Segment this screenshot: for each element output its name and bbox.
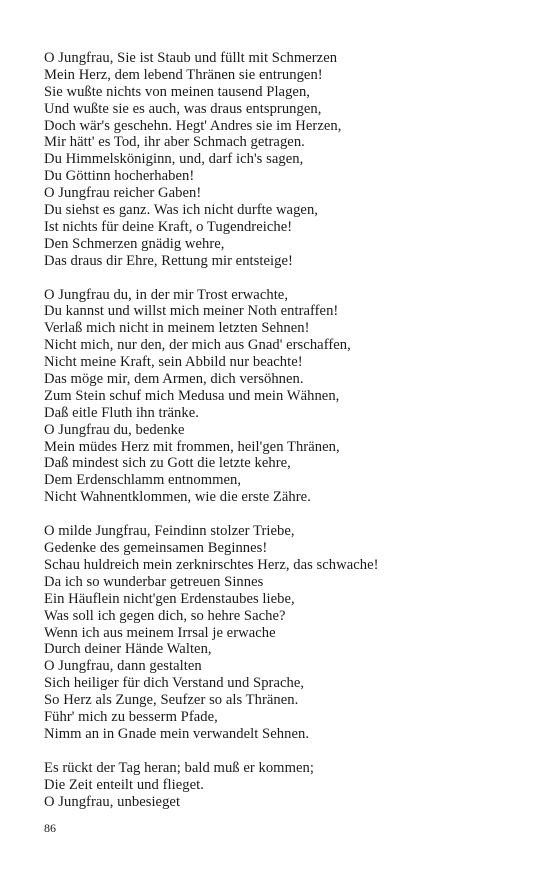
verse-line: Nimm an in Gnade mein verwandelt Sehnen.	[44, 725, 310, 742]
verse-line: Nicht Wahnentklommen, wie die erste Zähre.	[44, 489, 311, 506]
verse-line: Mein müdes Herz mit frommen, heil'gen Thränen,	[44, 438, 340, 455]
verse-line: Wenn ich aus meinem Irrsal je erwache	[44, 624, 276, 641]
verse-line: Ist nichts für deine Kraft, o Tugendreiche!	[44, 218, 293, 235]
verse-line: Schau huldreich mein zerknirschtes Herz, das schwache!	[44, 556, 379, 573]
verse-line: Das draus dir Ehre, Rettung mir entsteige!	[44, 252, 293, 269]
verse-line: Es rückt der Tag heran; bald muß er kommen;	[44, 759, 314, 776]
verse-line: Verlaß mich nicht in meinem letzten Sehnen!	[44, 320, 310, 337]
verse-line: O Jungfrau, Sie ist Staub und füllt mit Schmerzen	[44, 50, 338, 66]
stanza	[44, 50, 524, 270]
verse-line: Sich heiliger für dich Verstand und Sprache,	[44, 675, 305, 692]
poem-page	[44, 50, 524, 827]
page-number: 86	[44, 821, 56, 835]
verse-line: Nicht mich, nur den, der mich aus Gnad' erschaffen,	[44, 337, 351, 354]
verse-line: Was soll ich gegen dich, so hehre Sache?	[44, 607, 286, 624]
verse-line: Dem Erdenschlamm entnommen,	[44, 472, 242, 489]
stanza	[44, 523, 524, 743]
verse-line: Daß eitle Fluth ihn tränke.	[44, 404, 199, 421]
verse-line: Ein Häuflein nicht'gen Erdenstaubes liebe,	[44, 590, 295, 607]
stanza	[44, 287, 524, 507]
verse-line: So Herz als Zunge, Seufzer so als Thränen.	[44, 692, 299, 709]
verse-line: Daß mindest sich zu Gott die letzte kehre,	[44, 455, 291, 472]
verse-line: Du Göttinn hocherhaben!	[44, 168, 195, 185]
verse-line: Durch deiner Hände Walten,	[44, 641, 212, 658]
verse-line: Sie wußte nichts von meinen tausend Plagen,	[44, 83, 311, 100]
verse-line: Die Zeit enteilt und flieget.	[44, 776, 204, 793]
verse-line: Mein Herz, dem lebend Thränen sie entrungen!	[44, 66, 323, 83]
verse-line: O Jungfrau du, bedenke	[44, 421, 185, 438]
verse-line: O Jungfrau du, in der mir Trost erwachte,	[44, 286, 289, 303]
verse-line: Mir hätt' es Tod, ihr aber Schmach getragen.	[44, 134, 305, 151]
verse-line: Da ich so wunderbar getreuen Sinnes	[44, 573, 264, 590]
verse-line: Du Himmelsköniginn, und, darf ich's sagen,	[44, 151, 304, 168]
stanza	[44, 760, 524, 811]
verse-line: Zum Stein schuf mich Medusa und mein Wähnen,	[44, 387, 340, 404]
verse-line: Und wußte sie es auch, was draus entsprungen,	[44, 100, 322, 117]
verse-line: Das möge mir, dem Armen, dich versöhnen.	[44, 371, 304, 388]
verse-line: Gedenke des gemeinsamen Beginnes!	[44, 540, 268, 557]
verse-line: Du kannst und willst mich meiner Noth entraffen!	[44, 303, 339, 320]
verse-line: Nicht meine Kraft, sein Abbild nur beachte!	[44, 354, 303, 371]
verse-line: O Jungfrau, dann gestalten	[44, 658, 202, 675]
verse-line: Doch wär's geschehn. Hegt' Andres sie im Herzen,	[44, 117, 342, 134]
verse-line: O Jungfrau reicher Gaben!	[44, 185, 202, 202]
verse-line: Führ' mich zu besserm Pfade,	[44, 708, 218, 725]
verse-line: Du siehst es ganz. Was ich nicht durfte wagen,	[44, 202, 319, 219]
verse-line: O Jungfrau, unbesieget	[44, 793, 181, 810]
verse-line: Den Schmerzen gnädig wehre,	[44, 235, 225, 252]
verse-line: O milde Jungfrau, Feindinn stolzer Triebe,	[44, 523, 295, 540]
